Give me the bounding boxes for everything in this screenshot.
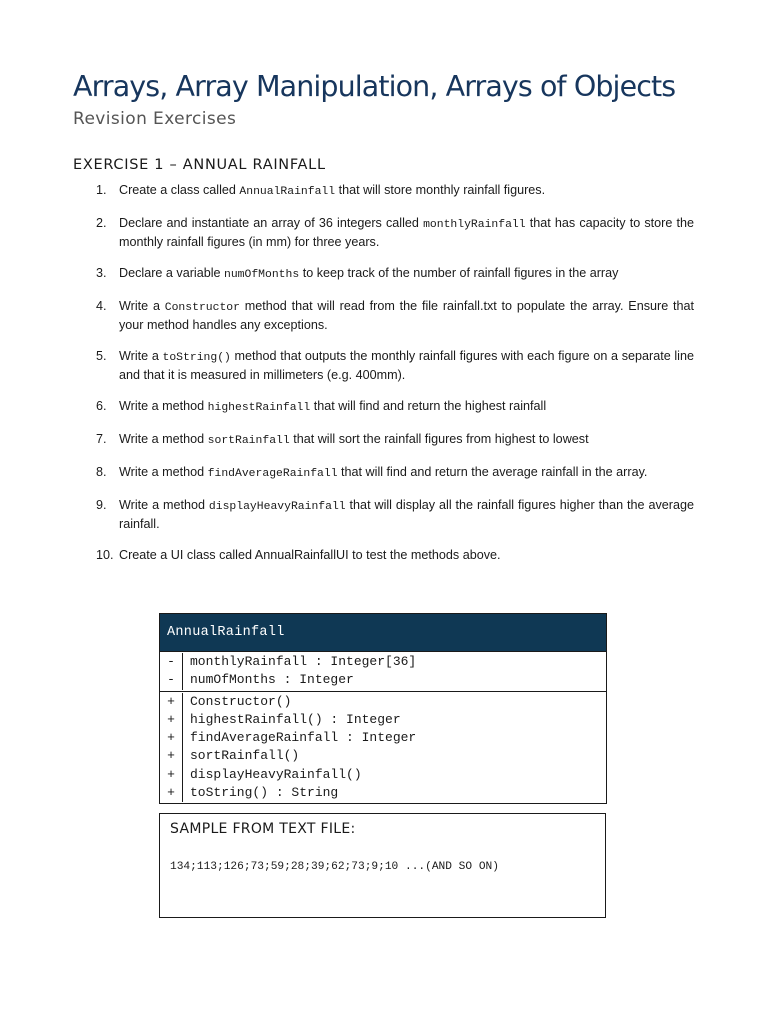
text-run: method that will read from the file rainfall.txt to populate the array. Ensure that your method handles any exceptions. <box>119 299 695 332</box>
text-run: that has capacity to store the monthly rainfall figures (in mm) for three years. <box>119 216 695 249</box>
item-text <box>119 464 694 483</box>
code-identifier: monthlyRainfall <box>423 219 526 231</box>
code-identifier: findAverageRainfall <box>207 468 338 480</box>
uml-member-text: sortRainfall() <box>190 748 300 764</box>
uml-member-text: displayHeavyRainfall() <box>190 766 362 782</box>
item-number: 1. <box>96 183 107 197</box>
uml-method-row <box>160 693 606 711</box>
visibility-sign: + <box>160 747 183 765</box>
item-text <box>119 265 694 284</box>
visibility-sign: - <box>160 671 183 689</box>
uml-member-text: highestRainfall() : Integer <box>190 711 401 727</box>
text-run: Write a method <box>119 465 208 479</box>
uml-methods <box>160 691 606 804</box>
uml-class-name: AnnualRainfall <box>160 614 606 651</box>
exercise-heading: EXERCISE 1 – ANNUAL RAINFALL <box>73 157 326 173</box>
text-run: Write a <box>119 349 163 363</box>
uml-member-text: findAverageRainfall : Integer <box>190 730 417 746</box>
text-run: method that outputs the monthly rainfall figures with each figure on a separate line and that it is measured in millimeters (e.g. 400mm). <box>119 349 694 382</box>
uml-method-row <box>160 711 606 729</box>
visibility-sign: + <box>160 766 183 784</box>
uml-member-text: numOfMonths : Integer <box>190 672 354 688</box>
uml-class-diagram <box>159 613 607 804</box>
text-run: that will find and return the highest rainfall <box>310 399 547 413</box>
uml-member-text: monthlyRainfall : Integer[36] <box>190 654 417 669</box>
code-identifier: toString() <box>162 352 231 364</box>
item-number: 3. <box>96 266 107 280</box>
text-run: Write a method <box>119 432 208 446</box>
text-run: Write a <box>119 299 165 313</box>
exercise-item <box>96 348 694 384</box>
text-run: Declare a variable <box>119 266 224 280</box>
item-text <box>119 182 694 201</box>
document-subtitle: Revision Exercises <box>73 109 237 129</box>
code-identifier: highestRainfall <box>207 402 311 414</box>
item-number: 7. <box>96 432 107 446</box>
sample-content: 134;113;126;73;59;28;39;62;73;9;10 ...(AND SO ON) <box>170 861 499 873</box>
item-text <box>119 431 694 450</box>
item-text <box>119 348 694 384</box>
sample-file-box <box>159 813 606 918</box>
text-run: Write a method <box>119 498 209 512</box>
exercise-item <box>96 265 694 284</box>
text-run: Declare and instantiate an array of 36 integers called <box>119 216 424 230</box>
item-text <box>119 547 694 564</box>
text-run: to keep track of the number of rainfall figures in the array <box>299 266 619 280</box>
item-number: 8. <box>96 465 107 479</box>
item-number: 9. <box>96 498 107 512</box>
item-number: 5. <box>96 349 107 363</box>
exercise-item <box>96 298 694 334</box>
exercise-item <box>96 182 694 201</box>
code-identifier: displayHeavyRainfall <box>208 501 346 513</box>
exercise-item <box>96 215 694 251</box>
uml-member-text: toString() : String <box>190 785 339 801</box>
uml-method-row <box>160 766 606 784</box>
uml-member-text: Constructor() <box>190 693 292 709</box>
visibility-sign: + <box>160 693 183 711</box>
code-identifier: sortRainfall <box>207 435 290 447</box>
code-identifier: AnnualRainfall <box>239 186 336 198</box>
exercise-item <box>96 497 694 533</box>
exercise-item <box>96 431 694 450</box>
text-run: Create a class called <box>119 183 240 197</box>
uml-attributes <box>160 651 606 691</box>
item-number: 4. <box>96 299 107 313</box>
uml-attribute-row <box>160 671 606 689</box>
uml-method-row <box>160 729 606 747</box>
code-identifier: numOfMonths <box>224 269 300 281</box>
uml-attribute-row <box>160 653 606 671</box>
code-identifier: Constructor <box>164 302 240 314</box>
visibility-sign: + <box>160 711 183 729</box>
text-run: that will find and return the average rainfall in the array. <box>337 465 648 479</box>
visibility-sign: - <box>160 653 183 671</box>
item-text <box>119 398 694 417</box>
item-text <box>119 298 694 334</box>
text-run: that will display all the rainfall figures higher than the average rainfall. <box>119 498 694 531</box>
visibility-sign: + <box>160 784 183 802</box>
item-number: 10. <box>96 548 114 562</box>
item-text <box>119 215 694 251</box>
text-run: that will sort the rainfall figures from highest to lowest <box>289 432 589 446</box>
document-title: Arrays, Array Manipulation, Arrays of Objects <box>73 70 676 103</box>
exercise-item <box>96 464 694 483</box>
item-number: 2. <box>96 216 107 230</box>
item-number: 6. <box>96 399 107 413</box>
item-text <box>119 497 694 533</box>
sample-title: SAMPLE FROM TEXT FILE: <box>170 821 356 837</box>
text-run: Create a UI class called AnnualRainfallUI to test the methods above. <box>119 548 501 562</box>
text-run: that will store monthly rainfall figures. <box>335 183 546 197</box>
exercise-item <box>96 547 694 564</box>
exercise-item <box>96 398 694 417</box>
uml-method-row <box>160 747 606 765</box>
visibility-sign: + <box>160 729 183 747</box>
uml-method-row <box>160 784 606 802</box>
text-run: Write a method <box>119 399 208 413</box>
